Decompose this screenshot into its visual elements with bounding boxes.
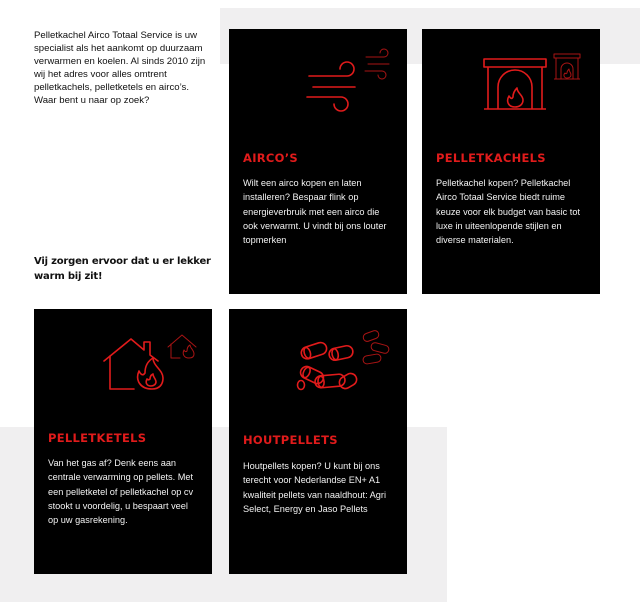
card-houtpellets[interactable] [229, 309, 407, 574]
card-description: Van het gas af? Denk eens aan centrale verwarming op pellets. Met een pelletketel of pelletkachel op cv stookt u voordelig, u bespaart veel op uw gasrekening. [48, 458, 194, 525]
card-title: PELLETKETELS [48, 431, 147, 445]
wind-icon [229, 29, 407, 139]
intro-text: Pelletkachel Airco Totaal Service is uw specialist als het aankomt op duurzaam verwarmen en koelen. Al sinds 2010 zijn wij het adres voor alles omtrent pelletkachels, pelletketels en airco’s. Waar bent u naar op zoek? [34, 30, 206, 107]
card-description: Houtpellets kopen? U kunt bij ons terecht voor Nederlandse EN+ A1 kwaliteit pellets van naaldhout: Agri Select, Energy en Jaso Pellets [243, 461, 387, 514]
card-pelletketels[interactable] [34, 309, 212, 574]
card-pelletkachels[interactable] [422, 29, 600, 294]
card-description: Pelletkachel kopen? Pelletkachel Airco Totaal Service biedt ruime keuze voor elk budget van basic tot luxe in uiteenlopende stijlen en diverse materialen. [436, 178, 581, 245]
house-flame-icon [34, 309, 212, 419]
card-title: AIRCO’S [243, 151, 299, 165]
tagline: Vij zorgen ervoor dat u er lekker warm bij zit! [34, 256, 211, 282]
wood-pellets-icon [229, 309, 407, 419]
card-title: HOUTPELLETS [243, 433, 338, 447]
card-title: PELLETKACHELS [436, 151, 546, 165]
fireplace-icon [422, 29, 600, 139]
card-aircos[interactable] [229, 29, 407, 294]
card-description: Wilt een airco kopen en laten installeren? Bespaar flink op energieverbruik met een airco die ook verwarmt. U vindt bij ons louter topmerken [243, 178, 387, 245]
